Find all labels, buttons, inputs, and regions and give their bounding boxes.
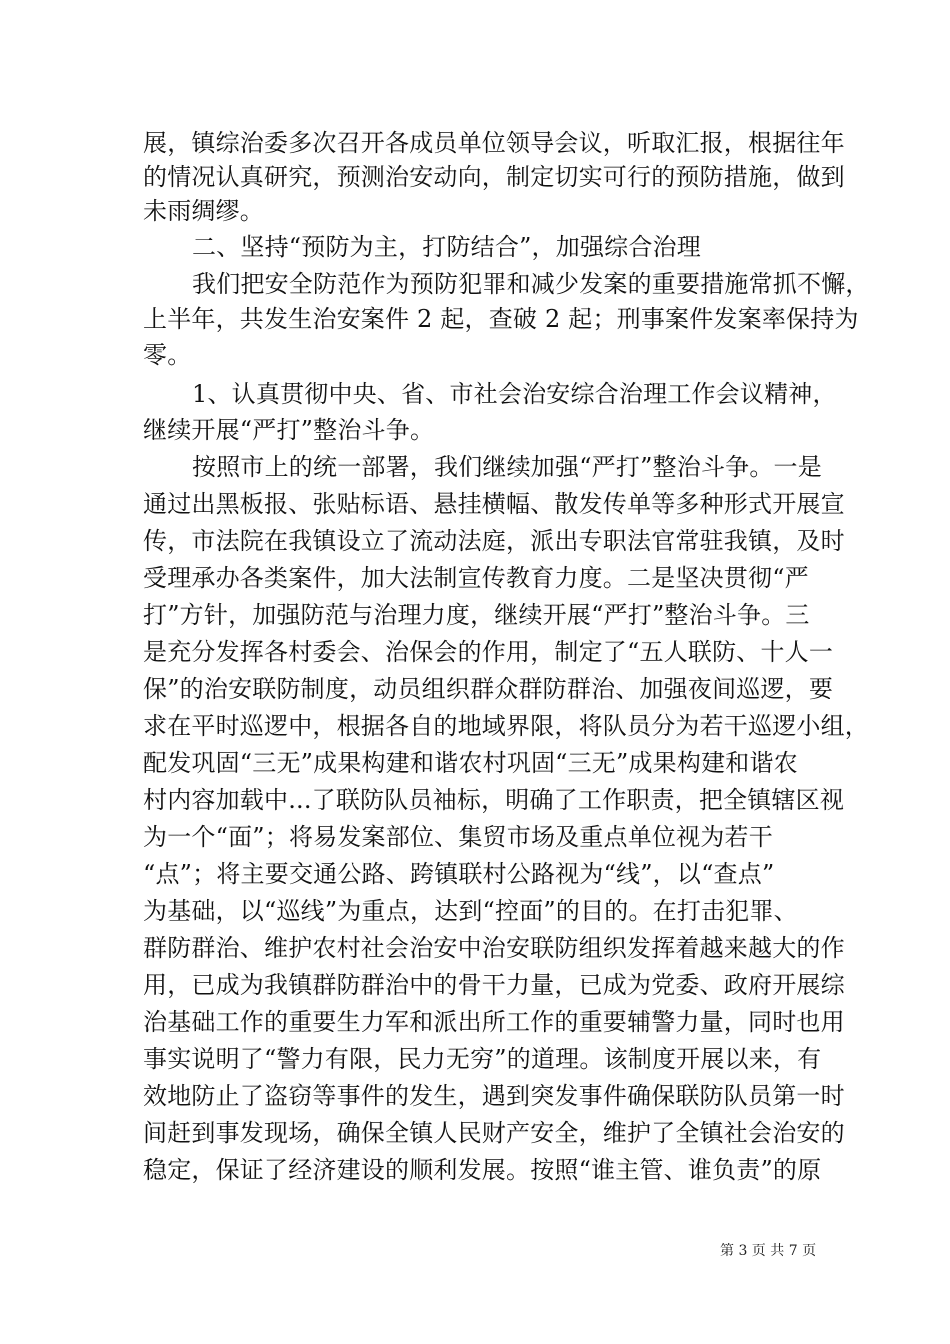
text-line: 用，已成为我镇群防群治中的骨干力量，已成为党委、政府开展综	[143, 971, 845, 999]
text-line: 配发巩固“三无”成果构建和谐农村巩固“三无”成果构建和谐农	[143, 749, 798, 777]
text-line: 求在平时巡逻中，根据各自的地域界限，将队员分为若干巡逻小组，	[143, 712, 869, 740]
text-line: 治基础工作的重要生力军和派出所工作的重要辅警力量，同时也用	[143, 1008, 845, 1036]
text-line: 传，市法院在我镇设立了流动法庭，派出专职法官常驻我镇，及时	[143, 527, 845, 555]
text-line: 是充分发挥各村委会、治保会的作用，制定了“五人联防、十人一	[143, 638, 834, 666]
text-line: 通过出黑板报、张贴标语、悬挂横幅、散发传单等多种形式开展宣	[143, 490, 845, 518]
text-line: “点”；将主要交通公路、跨镇联村公路视为“线”，以“查点”	[143, 860, 775, 888]
text-line: 村内容加载中...了联防队员袖标，明确了工作职责，把全镇辖区视	[143, 786, 845, 814]
text-line: 展，镇综治委多次召开各成员单位领导会议，听取汇报，根据往年	[143, 129, 845, 157]
text-line: 为基础，以“巡线”为重点，达到“控面”的目的。在打击犯罪、	[143, 897, 798, 925]
text-line: 保”的治安联防制度，动员组织群众群防群治、加强夜间巡逻，要	[143, 675, 834, 703]
text-line: 按照市上的统一部署，我们继续加强“严打”整治斗争。一是	[192, 453, 822, 481]
subsection-heading: 1、认真贯彻中央、省、市社会治安综合治理工作会议精神，	[192, 380, 837, 408]
text-line: 稳定，保证了经济建设的顺利发展。按照“谁主管、谁负责”的原	[143, 1156, 822, 1184]
text-line: 受理承办各类案件，加大法制宣传教育力度。二是坚决贯彻“严	[143, 564, 809, 592]
text-line: 间赶到事发现场，确保全镇人民财产安全，维护了全镇社会治安的	[143, 1119, 845, 1147]
text-line: 我们把安全防范作为预防犯罪和减少发案的重要措施常抓不懈，	[192, 270, 870, 298]
text-line: 零。	[143, 341, 192, 369]
section-heading: 二、坚持“预防为主，打防结合”，加强综合治理	[192, 233, 701, 261]
text-line: 打”方针，加强防范与治理力度，继续开展“严打”整治斗争。三	[143, 601, 810, 629]
text-line: 群防群治、维护农村社会治安中治安联防组织发挥着越来越大的作	[143, 934, 845, 962]
text-line: 效地防止了盗窃等事件的发生，遇到突发事件确保联防队员第一时	[143, 1082, 845, 1110]
text-line: 的情况认真研究，预测治安动向，制定切实可行的预防措施，做到	[143, 163, 845, 191]
page-number: 第 3 页 共 7 页	[720, 1243, 817, 1259]
text-line: 为一个“面”；将易发案部位、集贸市场及重点单位视为若干	[143, 823, 773, 851]
text-line: 上半年，共发生治安案件 2 起，查破 2 起；刑事案件发案率保持为	[143, 305, 859, 333]
text-line: 未雨绸缪。	[143, 197, 264, 225]
subsection-heading-cont: 继续开展“严打”整治斗争。	[143, 416, 435, 444]
text-line: 事实说明了“警力有限，民力无穷”的道理。该制度开展以来，有	[143, 1045, 822, 1073]
